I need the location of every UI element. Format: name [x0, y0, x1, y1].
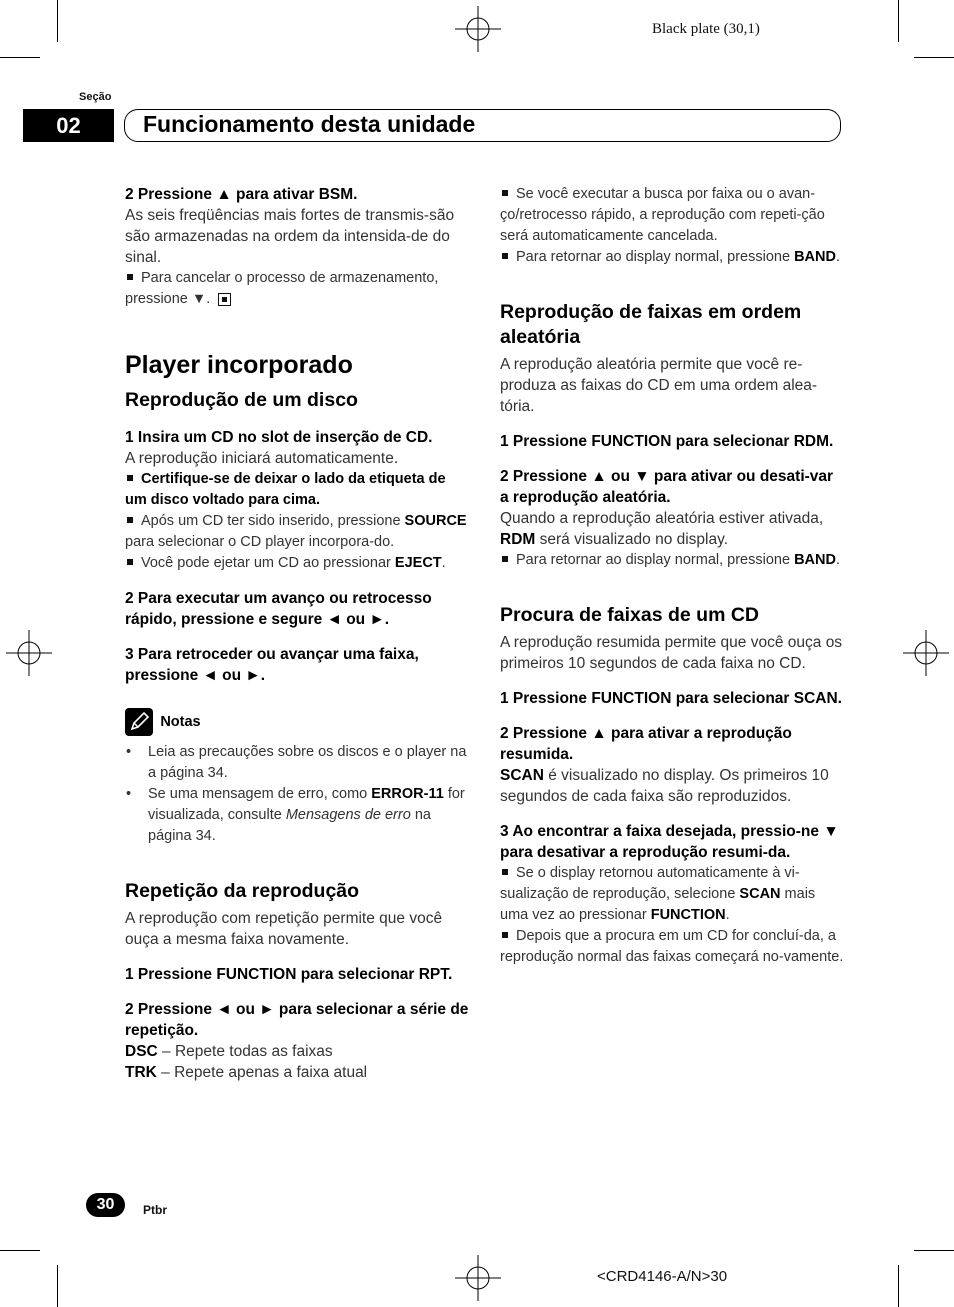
- square-bullet-icon: [127, 274, 133, 280]
- registration-mark-icon: [903, 630, 949, 676]
- disc-step-1-body: A reprodução iniciará automaticamente.: [125, 450, 399, 467]
- notes-bullet-2: • Se uma mensagem de erro, como ERROR-11 for visualizada, consulte Mensagens de erro na página 34.: [125, 784, 469, 847]
- registration-mark-icon: [455, 6, 501, 52]
- scan-step-2: 2 Pressione ▲ para ativar a reprodução resumida.: [500, 725, 792, 763]
- repeat-step-1: 1 Pressione FUNCTION para selecionar RPT.: [125, 966, 453, 983]
- scan-title: Procura de faixas de um CD: [500, 604, 760, 626]
- disc-step-3: 3 Para retroceder ou avançar uma faixa, pressione ◄ ou ►.: [125, 646, 419, 684]
- bsm-body: As seis freqüências mais fortes de transmis-são são armazenadas na ordem da intensida-de do sinal.: [125, 207, 455, 266]
- disc-note-1: Certifique-se de deixar o lado da etiqueta de um disco voltado para cima.: [125, 471, 446, 508]
- repeat-step-2: 2 Pressione ◄ ou ► para selecionar a série de repetição.: [125, 1001, 469, 1039]
- disc-title: Reprodução de um disco: [125, 389, 358, 411]
- crop-mark: [914, 57, 954, 58]
- scan-note-1: Se o display retornou automaticamente à vi-sualização de reprodução, selecione SCAN mais uma vez ao pressionar FUNCTION.: [500, 865, 816, 923]
- registration-mark-icon: [455, 1255, 501, 1301]
- random-note: Para retornar ao display normal, pressione BAND.: [500, 550, 844, 571]
- disc-note-3: Você pode ejetar um CD ao pressionar EJECT.: [125, 553, 469, 574]
- random-title: Reprodução de faixas em ordem aleatória: [500, 301, 802, 348]
- crop-mark: [898, 1265, 899, 1307]
- square-bullet-icon: [127, 559, 133, 565]
- page-number: 30: [86, 1193, 125, 1217]
- repeat-title: Repetição da reprodução: [125, 880, 360, 902]
- square-bullet-icon: [502, 253, 508, 259]
- scan-step-3: 3 Ao encontrar a faixa desejada, pressio-ne ▼ para desativar a reprodução resumi-da.: [500, 823, 839, 861]
- square-bullet-icon: [502, 932, 508, 938]
- plate-label: Black plate (30,1): [652, 21, 760, 37]
- section-title: Funcionamento desta unidade: [143, 111, 476, 137]
- square-bullet-icon: [127, 517, 133, 523]
- notes-heading: Notas: [125, 708, 469, 736]
- square-bullet-icon: [502, 556, 508, 562]
- square-bullet-icon: [127, 475, 133, 481]
- crop-mark: [57, 0, 58, 42]
- bsm-step: 2 Pressione ▲ para ativar BSM.: [125, 186, 358, 203]
- player-title: Player incorporado: [125, 351, 353, 379]
- crop-mark: [57, 1265, 58, 1307]
- random-step-2: 2 Pressione ▲ ou ▼ para ativar ou desati-var a reprodução aleatória.: [500, 468, 834, 506]
- stop-square-icon: [218, 293, 231, 306]
- scan-body: A reprodução resumida permite que você ouça os primeiros 10 segundos de cada faixa no CD.: [500, 634, 843, 672]
- right-column: [500, 184, 844, 968]
- trk-line: TRK – Repete apenas a faixa atual: [125, 1064, 368, 1081]
- scan-note-2: Depois que a procura em um CD for concluí-da, a reprodução normal das faixas começará no-vamente.: [500, 928, 844, 965]
- square-bullet-icon: [502, 190, 508, 196]
- crop-mark: [0, 57, 40, 58]
- bsm-note: Para cancelar o processo de armazenamento, pressione ▼.: [125, 270, 439, 307]
- notes-bullet-1: • Leia as precauções sobre os discos e o player na a página 34.: [125, 742, 469, 784]
- section-number: 02: [23, 109, 114, 142]
- scan-body-2: SCAN é visualizado no display. Os primeiros 10 segundos de cada faixa são reproduzidos.: [500, 767, 829, 805]
- random-body-2: Quando a reprodução aleatória estiver ativada, RDM será visualizado no display.: [500, 510, 824, 548]
- section-label: Seção: [79, 91, 112, 103]
- right-note-b: Para retornar ao display normal, pressione BAND.: [500, 247, 844, 268]
- random-body: A reprodução aleatória permite que você re-produza as faixas do CD em uma ordem alea-tória.: [500, 356, 818, 415]
- language-label: Ptbr: [143, 1203, 167, 1217]
- dsc-line: DSC – Repete todas as faixas: [125, 1043, 333, 1060]
- disc-note-2: Após um CD ter sido inserido, pressione SOURCE para selecionar o CD player incorpora-do.: [125, 513, 467, 550]
- document-code: <CRD4146-A/N>30: [597, 1268, 728, 1285]
- disc-step-2: 2 Para executar um avanço ou retrocesso rápido, pressione e segure ◄ ou ►.: [125, 590, 432, 628]
- left-column: [125, 184, 469, 1083]
- scan-step-1: 1 Pressione FUNCTION para selecionar SCAN.: [500, 690, 842, 707]
- repeat-body: A reprodução com repetição permite que você ouça a mesma faixa novamente.: [125, 910, 443, 948]
- crop-mark: [0, 1250, 40, 1251]
- crop-mark: [914, 1250, 954, 1251]
- crop-mark: [898, 0, 899, 42]
- right-note-a: Se você executar a busca por faixa ou o avan-ço/retrocesso rápido, a reprodução com repeti-ção será automaticamente cancelada.: [500, 186, 825, 244]
- disc-step-1: 1 Insira um CD no slot de inserção de CD.: [125, 429, 433, 446]
- square-bullet-icon: [502, 869, 508, 875]
- notes-pencil-icon: [125, 708, 153, 736]
- registration-mark-icon: [6, 630, 52, 676]
- random-step-1: 1 Pressione FUNCTION para selecionar RDM.: [500, 433, 834, 450]
